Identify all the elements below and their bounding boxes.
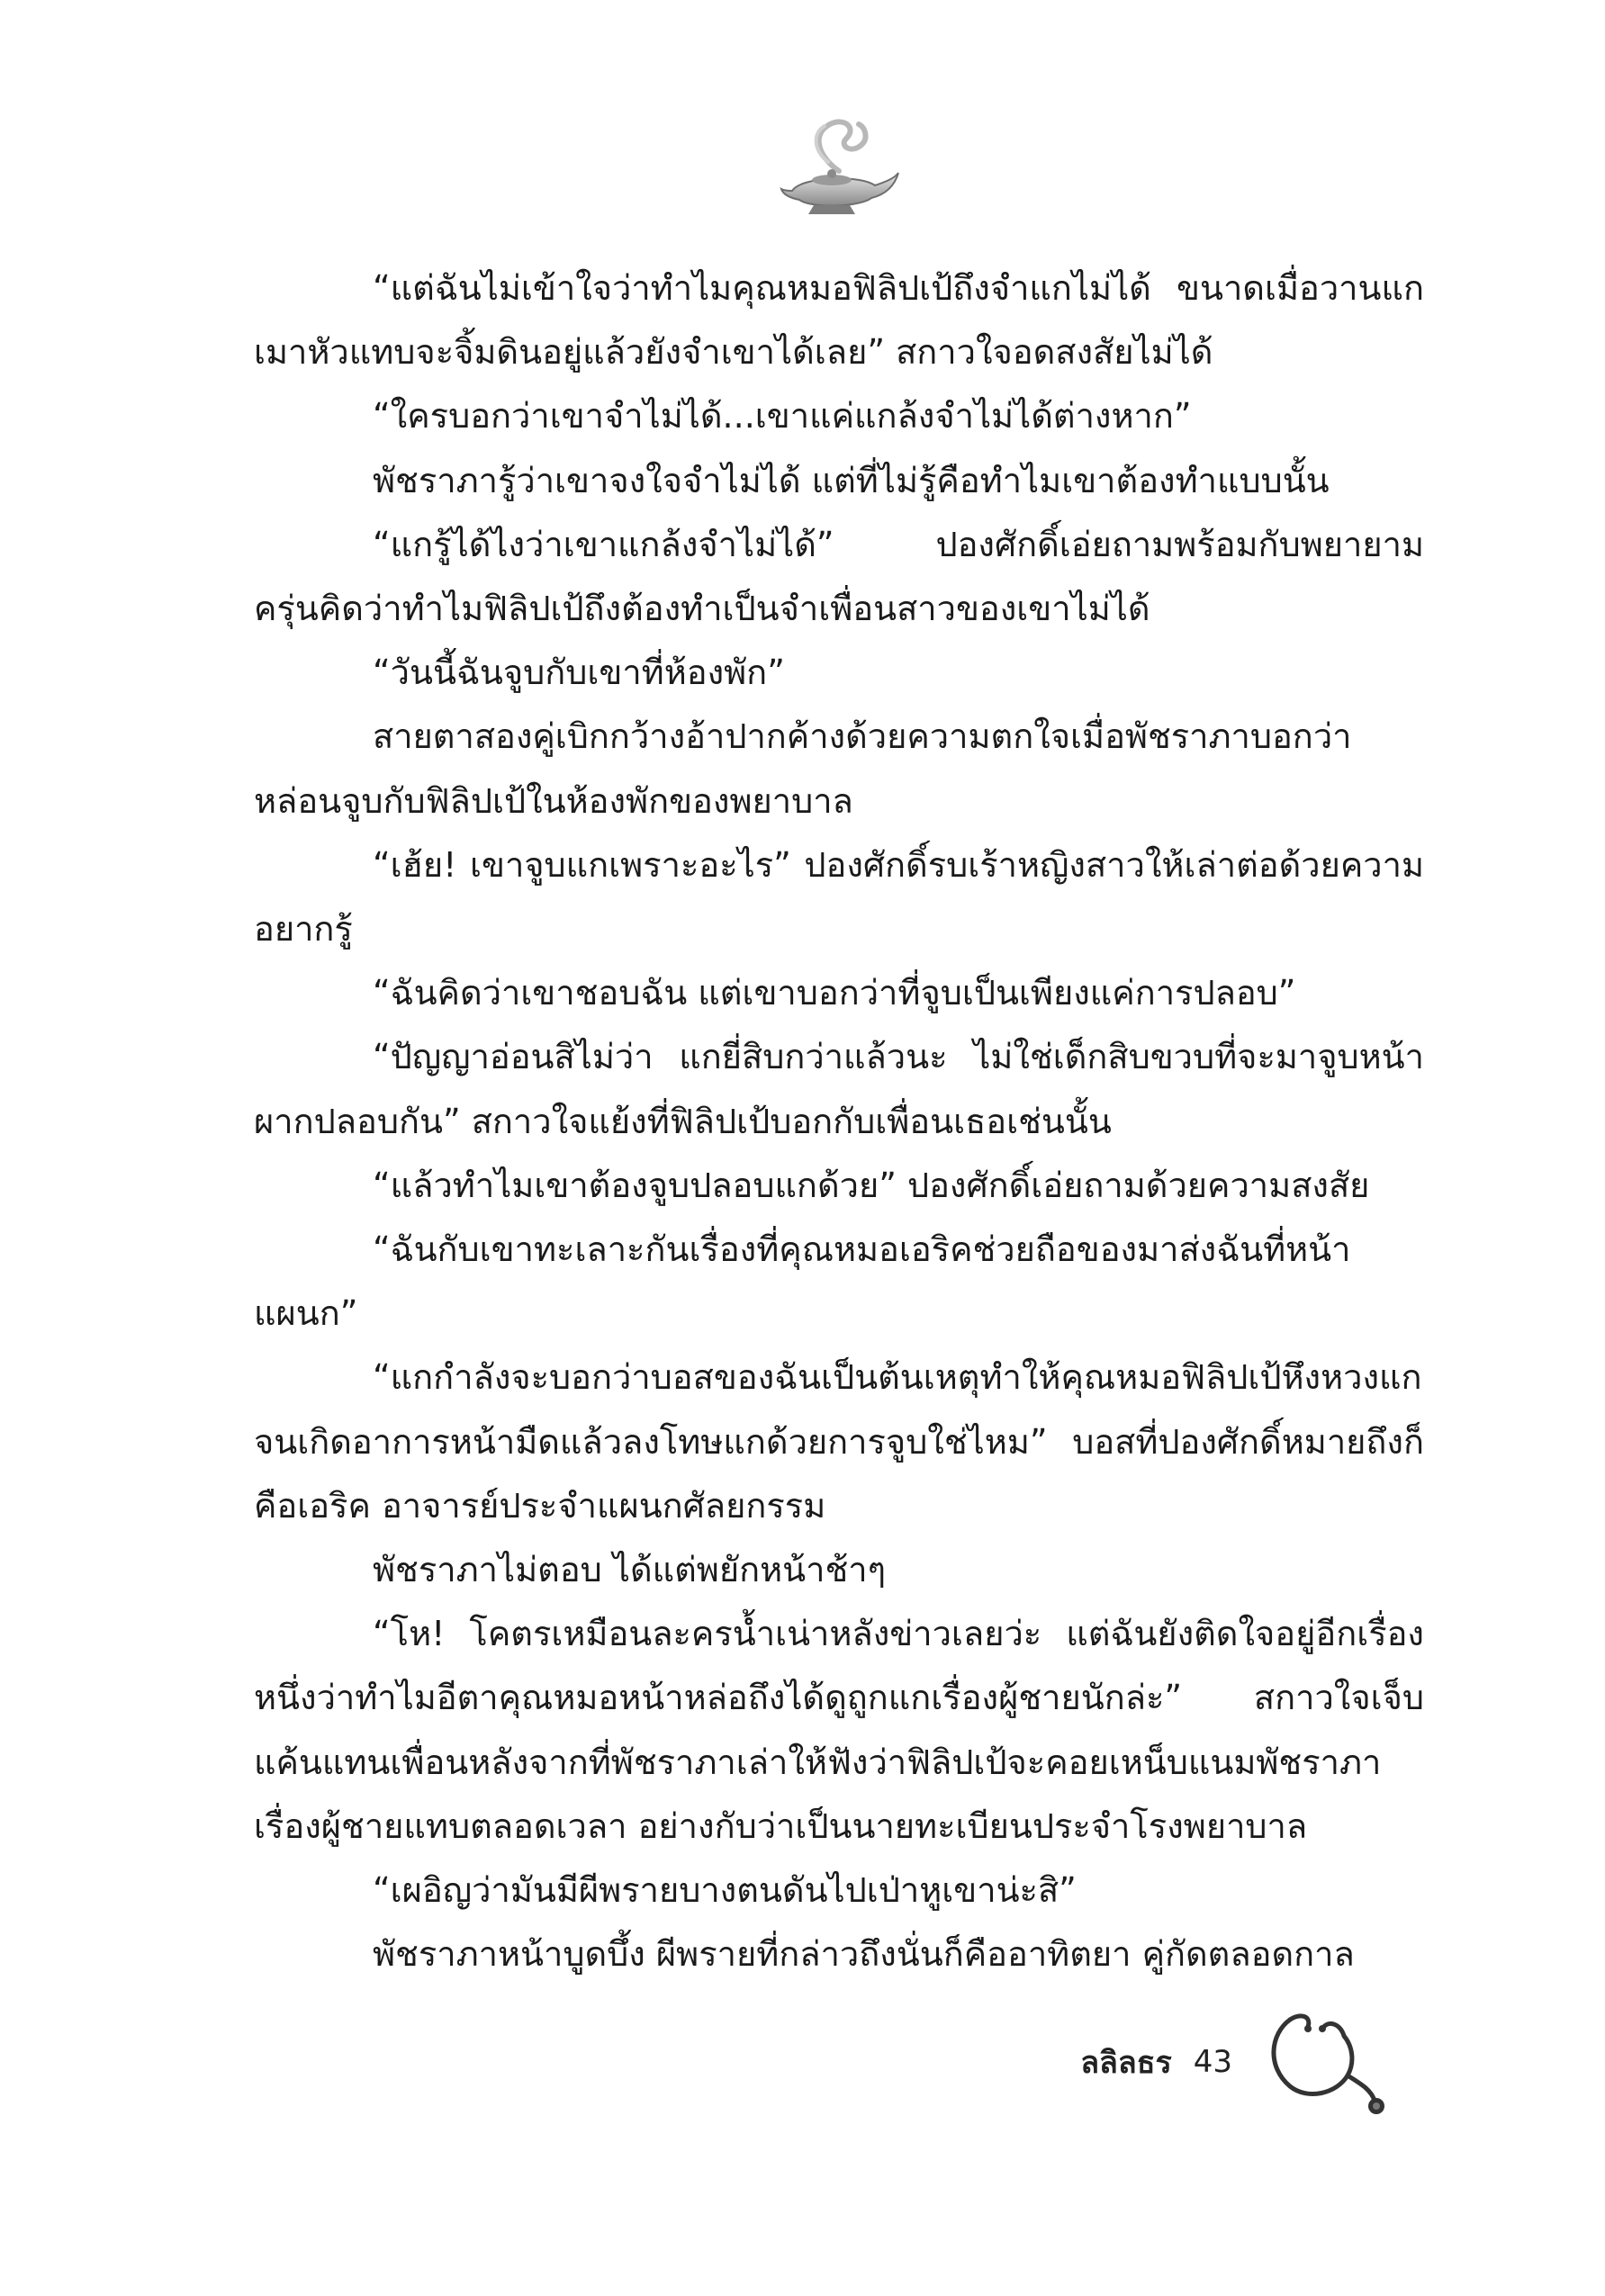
paragraph: “แกรู้ได้ไงว่าเขาแกล้งจำไม่ได้” ปองศักดิ์เอ่ยถามพร้อมกับพยายามครุ่นคิดว่าทำไมฟิลิปเป้ถึงต้องทำเป็นจำเพื่อนสาวของเขาไม่ได้	[254, 524, 1424, 629]
author-name: ลลิลธร	[1080, 2045, 1172, 2081]
stethoscope-icon	[1254, 2003, 1389, 2120]
paragraph: พัชราภาหน้าบูดบึ้ง ผีพรายที่กล่าวถึงนั่นก็คืออาทิตยา คู่กัดตลอดกาล	[373, 1934, 1355, 1975]
paragraph: “แต่ฉันไม่เข้าใจว่าทำไมคุณหมอฟิลิปเป้ถึงจำแกไม่ได้ ขนาดเมื่อวานแกเมาหัวแทบจะจิ้มดินอยู่แล้วยังจำเขาได้เลย” สกาวใจอดสงสัยไม่ได้	[254, 268, 1424, 373]
page-number: 43	[1193, 2044, 1232, 2080]
paragraph: “ฉันกับเขาทะเลาะกันเรื่องที่คุณหมอเอริคช่วยถือของมาส่งฉันที่หน้าแผนก”	[254, 1229, 1351, 1334]
paragraph: “แกกำลังจะบอกว่าบอสของฉันเป็นต้นเหตุทำให้คุณหมอฟิลิปเป้หึงหวงแกจนเกิดอาการหน้ามืดแล้วลงโทษแกด้วยการจูบใช่ไหม” บอสที่ปองศักดิ์หมายถึงก็คือเอริค อาจารย์ประจำแผนกศัลยกรรม	[254, 1357, 1424, 1526]
paragraph: “ฉันคิดว่าเขาชอบฉัน แต่เขาบอกว่าที่จูบเป็นเพียงแค่การปลอบ”	[373, 973, 1296, 1013]
magic-lamp-icon	[774, 108, 900, 225]
paragraph: “เฮ้ย! เขาจูบแกเพราะอะไร” ปองศักดิ์รบเร้าหญิงสาวให้เล่าต่อด้วยความอยากรู้	[254, 844, 1424, 950]
paragraph: “เผอิญว่ามันมีผีพรายบางตนดันไปเป่าหูเขาน่ะสิ”	[373, 1870, 1077, 1911]
body-text	[254, 257, 1424, 1986]
paragraph: “วันนี้ฉันจูบกับเขาที่ห้องพัก”	[373, 653, 785, 693]
paragraph: พัชราภารู้ว่าเขาจงใจจำไม่ได้ แต่ที่ไม่รู้คือทำไมเขาต้องทำแบบนั้น	[373, 460, 1330, 500]
page-footer	[1080, 2003, 1389, 2120]
paragraph: พัชราภาไม่ตอบ ได้แต่พยักหน้าช้าๆ	[373, 1550, 887, 1590]
paragraph: “แล้วทำไมเขาต้องจูบปลอบแกด้วย” ปองศักดิ์เอ่ยถามด้วยความสงสัย	[373, 1165, 1370, 1205]
paragraph: “ปัญญาอ่อนสิไม่ว่า แกยี่สิบกว่าแล้วนะ ไม่ใช่เด็กสิบขวบที่จะมาจูบหน้าผากปลอบกัน” สกาวใจแย้งที่ฟิลิปเป้บอกกับเพื่อนเธอเช่นนั้น	[254, 1037, 1424, 1141]
paragraph: สายตาสองคู่เบิกกว้างอ้าปากค้างด้วยความตกใจเมื่อพัชราภาบอกว่าหล่อนจูบกับฟิลิปเป้ในห้องพักของพยาบาล	[254, 716, 1352, 821]
paragraph: “ใครบอกว่าเขาจำไม่ได้...เขาแค่แกล้งจำไม่ได้ต่างหาก”	[373, 396, 1192, 437]
paragraph: “โห! โคตรเหมือนละครน้ำเน่าหลังข่าวเลยว่ะ แต่ฉันยังติดใจอยู่อีกเรื่องหนึ่งว่าทำไมอีตาคุณหมอหน้าหล่อถึงได้ดูถูกแกเรื่องผู้ชายนักล่ะ” สกาวใจเจ็บแค้นแทนเพื่อนหลังจากที่พัชราภาเล่าให้ฟังว่าฟิลิปเป้จะคอยเหน็บแนมพัชราภาเรื่องผู้ชายแทบตลอดเวลา อย่างกับว่าเป็นนายทะเบียนประจำโรงพยาบาล	[254, 1614, 1424, 1846]
